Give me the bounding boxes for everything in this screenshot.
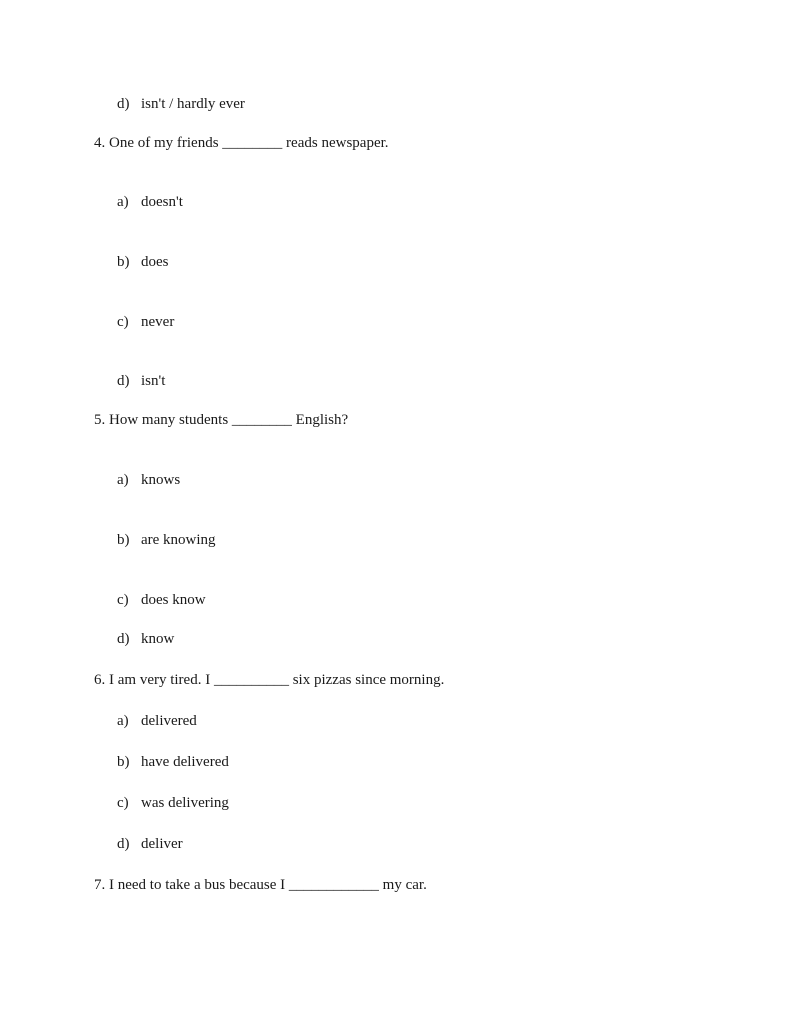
option-text: deliver bbox=[141, 836, 183, 852]
question-4-text: 4. One of my friends ________ reads newspaper. bbox=[94, 135, 389, 151]
option-letter: a) bbox=[117, 194, 129, 210]
option-text: was delivering bbox=[141, 795, 229, 811]
question-6-option-c bbox=[117, 794, 229, 812]
question-5-text: 5. How many students ________ English? bbox=[94, 412, 349, 428]
option-item bbox=[117, 95, 245, 113]
question-5-option-c bbox=[117, 591, 206, 609]
question-4-option-a bbox=[117, 193, 183, 211]
option-text: have delivered bbox=[141, 754, 229, 770]
option-letter: d) bbox=[117, 836, 130, 852]
question-5-option-a bbox=[117, 471, 180, 489]
question-7-text: 7. I need to take a bus because I ____________ my car. bbox=[94, 877, 427, 893]
option-text: are knowing bbox=[141, 532, 216, 548]
option-text: isn't bbox=[141, 373, 166, 389]
option-text: know bbox=[141, 631, 175, 647]
option-text: isn't / hardly ever bbox=[141, 96, 245, 112]
option-letter: c) bbox=[117, 795, 129, 811]
question-6-option-b bbox=[117, 753, 229, 771]
option-letter: d) bbox=[117, 631, 130, 647]
question-6-option-d bbox=[117, 835, 183, 853]
question-5-option-d bbox=[117, 630, 174, 648]
option-letter: a) bbox=[117, 472, 129, 488]
option-text: never bbox=[141, 314, 175, 330]
option-text: does bbox=[141, 254, 169, 270]
option-text: does know bbox=[141, 592, 206, 608]
option-text: doesn't bbox=[141, 194, 183, 210]
option-letter: a) bbox=[117, 713, 129, 729]
question-6-text: 6. I am very tired. I __________ six pizzas since morning. bbox=[94, 672, 445, 688]
question-4-option-d bbox=[117, 372, 165, 390]
option-text: knows bbox=[141, 472, 181, 488]
option-letter: c) bbox=[117, 314, 129, 330]
option-letter: d) bbox=[117, 96, 130, 112]
option-letter: c) bbox=[117, 592, 129, 608]
option-letter: b) bbox=[117, 532, 130, 548]
question-4-option-c bbox=[117, 313, 174, 331]
option-letter: b) bbox=[117, 254, 130, 270]
question-4-option-b bbox=[117, 253, 169, 271]
question-6-option-a bbox=[117, 712, 197, 730]
option-letter: d) bbox=[117, 373, 130, 389]
question-5-option-b bbox=[117, 531, 216, 549]
option-letter: b) bbox=[117, 754, 130, 770]
option-text: delivered bbox=[141, 713, 197, 729]
